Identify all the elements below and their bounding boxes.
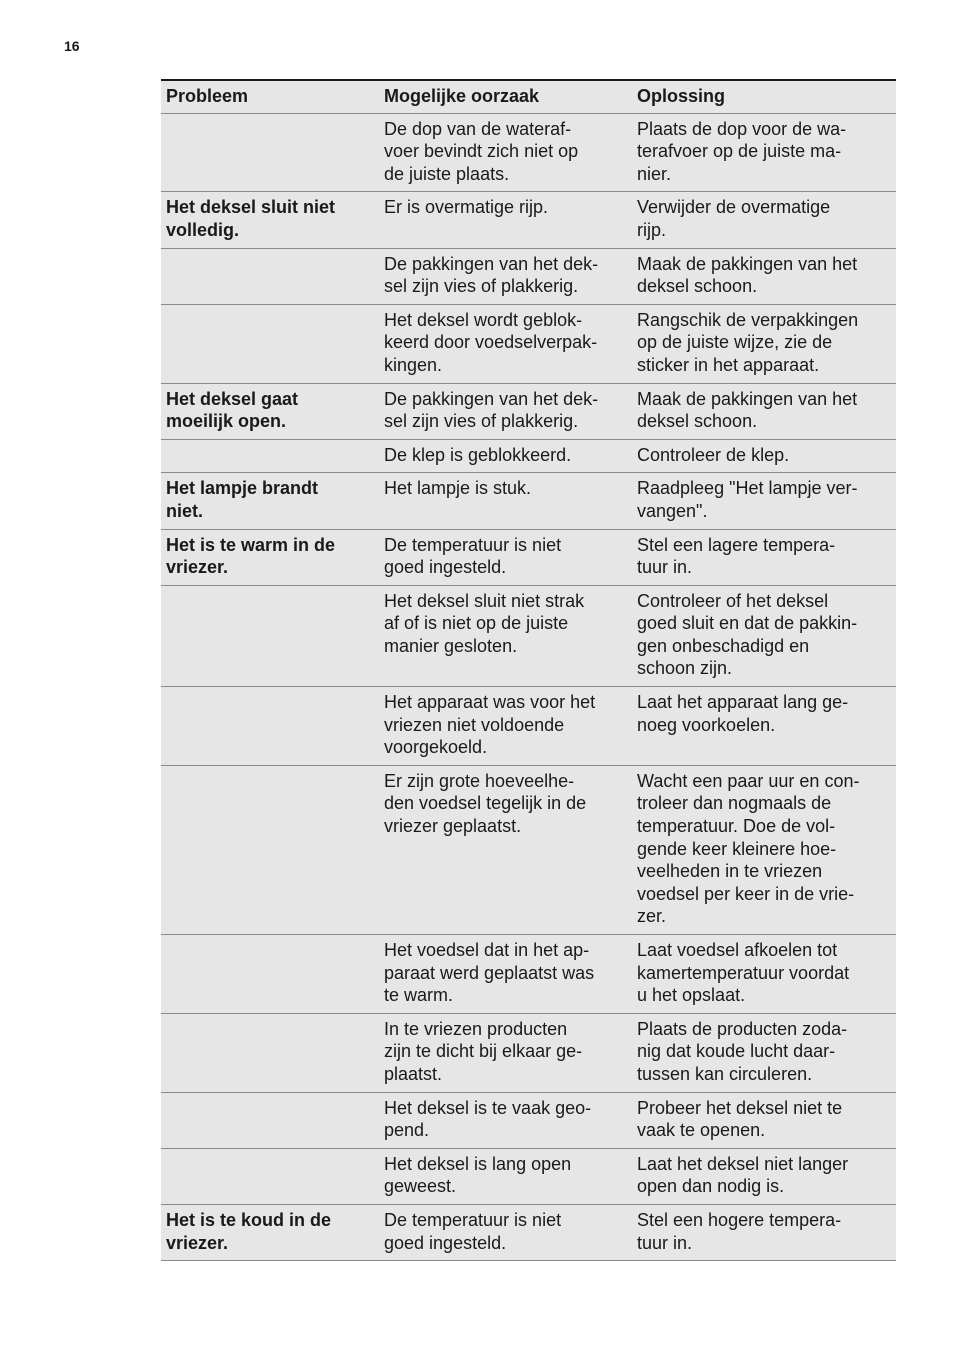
cause-cell: Het deksel wordt geblok- keerd door voedselverpak- kingen. <box>380 304 633 383</box>
cause-cell: De klep is geblokkeerd. <box>380 439 633 473</box>
problem-cell: Het is te warm in de vriezer. <box>161 529 380 585</box>
problem-cell <box>161 585 380 686</box>
cause-cell: Het lampje is stuk. <box>380 473 633 529</box>
problem-cell: Het deksel sluit niet volledig. <box>161 192 380 248</box>
table-header-row <box>161 80 896 113</box>
solution-cell: Controleer de klep. <box>633 439 896 473</box>
problem-cell: Het is te koud in de vriezer. <box>161 1204 380 1260</box>
solution-cell: Controleer of het deksel goed sluit en dat de pakkin- gen onbeschadigd en schoon zijn. <box>633 585 896 686</box>
solution-cell: Stel een hogere tempera- tuur in. <box>633 1204 896 1260</box>
table-body <box>161 113 896 1261</box>
cause-cell: De dop van de wateraf- voer bevindt zich niet op de juiste plaats. <box>380 113 633 192</box>
table-row <box>161 439 896 473</box>
troubleshooting-table <box>161 79 896 1261</box>
solution-cell: Wacht een paar uur en con- troleer dan nogmaals de temperatuur. Doe de vol- gende keer kleinere hoe- veelheden in te vriezen voedsel per keer in de vrie- zer. <box>633 765 896 934</box>
cause-cell: De temperatuur is niet goed ingesteld. <box>380 529 633 585</box>
table-row <box>161 1204 896 1260</box>
solution-cell: Laat voedsel afkoelen tot kamertemperatuur voordat u het opslaat. <box>633 935 896 1014</box>
problem-cell <box>161 1092 380 1148</box>
cause-cell: De pakkingen van het dek- sel zijn vies of plakkerig. <box>380 383 633 439</box>
cause-cell: De pakkingen van het dek- sel zijn vies of plakkerig. <box>380 248 633 304</box>
table-row <box>161 687 896 766</box>
cause-cell: Er is overmatige rijp. <box>380 192 633 248</box>
problem-cell <box>161 439 380 473</box>
solution-cell: Probeer het deksel niet te vaak te openen. <box>633 1092 896 1148</box>
table-row <box>161 935 896 1014</box>
table-row <box>161 585 896 686</box>
problem-cell <box>161 1148 380 1204</box>
solution-cell: Stel een lagere tempera- tuur in. <box>633 529 896 585</box>
problem-cell <box>161 1013 380 1092</box>
table-row <box>161 1013 896 1092</box>
cause-cell: Het deksel is te vaak geo- pend. <box>380 1092 633 1148</box>
table-row <box>161 192 896 248</box>
solution-cell: Plaats de producten zoda- nig dat koude lucht daar- tussen kan circuleren. <box>633 1013 896 1092</box>
solution-cell: Raadpleeg "Het lampje ver- vangen". <box>633 473 896 529</box>
page-number: 16 <box>64 38 80 54</box>
table-row <box>161 113 896 192</box>
solution-cell: Maak de pakkingen van het deksel schoon. <box>633 383 896 439</box>
solution-cell: Plaats de dop voor de wa- terafvoer op de juiste ma- nier. <box>633 113 896 192</box>
cause-cell: Het apparaat was voor het vriezen niet voldoende voorgekoeld. <box>380 687 633 766</box>
solution-cell: Laat het deksel niet langer open dan nodig is. <box>633 1148 896 1204</box>
problem-cell: Het deksel gaat moeilijk open. <box>161 383 380 439</box>
solution-cell: Verwijder de overmatige rijp. <box>633 192 896 248</box>
table-row <box>161 765 896 934</box>
table-row <box>161 529 896 585</box>
problem-cell: Het lampje brandt niet. <box>161 473 380 529</box>
problem-cell <box>161 113 380 192</box>
table-row <box>161 248 896 304</box>
cause-cell: Er zijn grote hoeveelhe- den voedsel tegelijk in de vriezer geplaatst. <box>380 765 633 934</box>
table-row <box>161 304 896 383</box>
solution-cell: Laat het apparaat lang ge- noeg voorkoelen. <box>633 687 896 766</box>
problem-cell <box>161 248 380 304</box>
table-row <box>161 1148 896 1204</box>
cause-cell: Het deksel is lang open geweest. <box>380 1148 633 1204</box>
cause-cell: Het deksel sluit niet strak af of is niet op de juiste manier gesloten. <box>380 585 633 686</box>
problem-cell <box>161 935 380 1014</box>
header-solution: Oplossing <box>633 80 896 113</box>
table-row <box>161 473 896 529</box>
problem-cell <box>161 687 380 766</box>
cause-cell: De temperatuur is niet goed ingesteld. <box>380 1204 633 1260</box>
problem-cell <box>161 304 380 383</box>
solution-cell: Rangschik de verpakkingen op de juiste wijze, zie de sticker in het apparaat. <box>633 304 896 383</box>
cause-cell: In te vriezen producten zijn te dicht bij elkaar ge- plaatst. <box>380 1013 633 1092</box>
header-problem: Probleem <box>161 80 380 113</box>
solution-cell: Maak de pakkingen van het deksel schoon. <box>633 248 896 304</box>
table-row <box>161 1092 896 1148</box>
header-cause: Mogelijke oorzaak <box>380 80 633 113</box>
cause-cell: Het voedsel dat in het ap- paraat werd geplaatst was te warm. <box>380 935 633 1014</box>
table-row <box>161 383 896 439</box>
problem-cell <box>161 765 380 934</box>
